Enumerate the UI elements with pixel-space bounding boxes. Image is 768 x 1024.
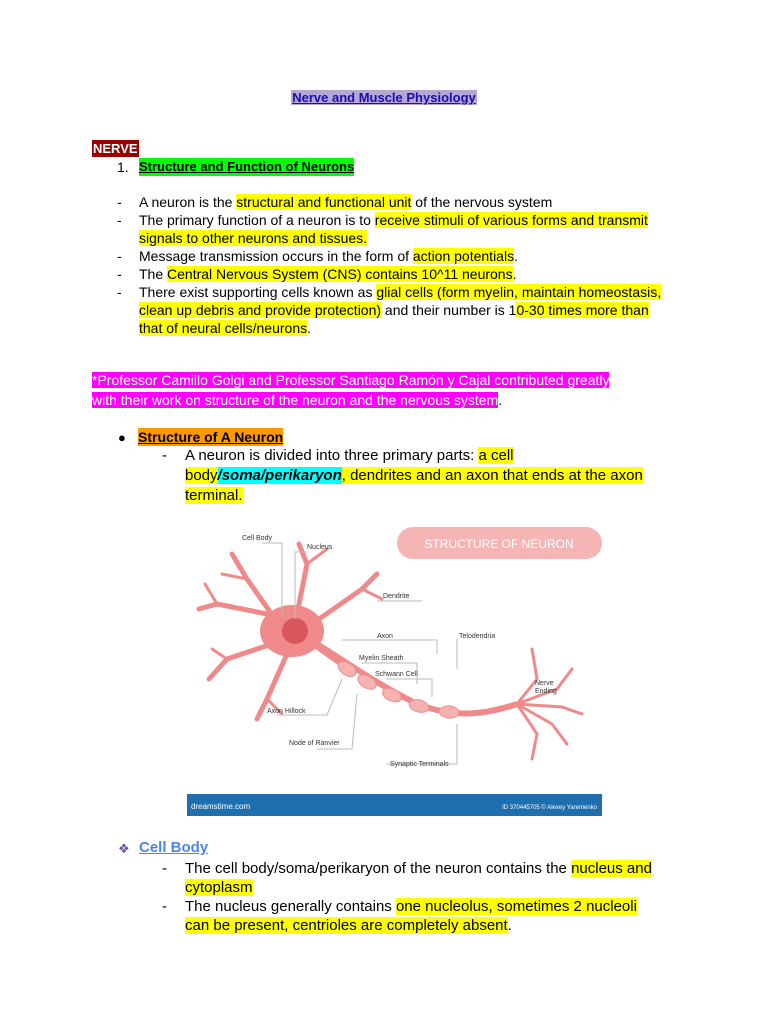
highlight: can be present, centrioles are completely absent (185, 917, 508, 934)
list-item-text: . (512, 266, 517, 282)
highlight: Central Nervous System (CNS) contains 10^11 neurons (167, 266, 513, 282)
highlight: one nucleolus, sometimes 2 nucleoli (395, 898, 637, 915)
highlight: terminal. (185, 487, 243, 504)
list-item-cont (185, 466, 643, 486)
page-title (0, 88, 768, 107)
label-node-of-ranvier: Node of Ranvier (289, 740, 340, 747)
highlight-cyan: /soma/perikaryon (217, 467, 342, 484)
list-item (185, 897, 637, 917)
list-bullet: - (162, 447, 167, 464)
list-bullet: - (117, 212, 122, 228)
list-item-cont (185, 486, 243, 506)
footer-brand: dreamstime.com (191, 802, 251, 811)
banner-text: STRUCTURE OF NEURON (424, 537, 574, 551)
list-item-text: The (139, 266, 168, 282)
note-line (92, 370, 609, 390)
label-myelin-sheath: Myelin Sheath (359, 655, 404, 662)
list-item-text: . (514, 248, 518, 264)
list-item (185, 446, 514, 466)
highlight: signals to other neurons and tissues. (139, 230, 368, 246)
highlight: , dendrites and an axon that ends at the axon (341, 467, 643, 484)
label-nucleus: Nucleus (307, 544, 333, 551)
highlight: receive stimuli of various forms and transmit (374, 212, 648, 228)
nucleus (282, 618, 308, 644)
note-text: with their work on structure of the neuron and the nervous system (92, 392, 499, 408)
list-item (139, 247, 518, 265)
neuron-diagram (187, 519, 602, 816)
page-title-text: Nerve and Muscle Physiology (292, 90, 476, 105)
note-line (92, 390, 502, 410)
diamond-bullet: ❖ (118, 841, 130, 856)
label-nerve-ending-2: Ending (535, 688, 557, 695)
list-item-text: There exist supporting cells known as (139, 284, 377, 300)
highlight: 0-30 times more than (516, 302, 649, 318)
label-axon: Axon (377, 633, 393, 640)
list-item-text: of the nervous system (411, 194, 553, 210)
highlight: body (185, 467, 218, 484)
cell-body-heading: Cell Body (139, 839, 209, 856)
label-synaptic-terminals: Synaptic Terminals (390, 761, 449, 768)
label-axon-hillock: Axon Hillock (267, 708, 306, 715)
list-item-cont (139, 319, 311, 337)
list-item (139, 283, 661, 301)
list-item (139, 265, 516, 283)
bullet-dot: ● (118, 430, 126, 445)
highlight: that of neural cells/neurons (139, 320, 308, 336)
list-bullet: - (117, 194, 122, 210)
list-item-cont (185, 878, 253, 898)
list-item-text: and their number is 1 (381, 302, 517, 318)
highlight: glial cells (form myelin, maintain homeostasis, (376, 284, 662, 300)
note-period: . (498, 392, 503, 408)
note-text: *Professor Camillo Golgi and Professor Santiago Ramón y Cajal contributed greatly (92, 372, 610, 388)
highlight: action potentials (412, 248, 515, 264)
highlight: nucleus and (571, 860, 652, 877)
label-nerve-ending-1: Nerve (535, 680, 554, 687)
list-item-text: . (507, 917, 512, 934)
highlight: structural and functional unit (236, 194, 412, 210)
list-item-text: The cell body/soma/perikaryon of the neuron contains the (185, 860, 572, 877)
label-schwann-cell: Schwann Cell (375, 671, 418, 678)
list-item (139, 193, 552, 211)
list-item-text: A neuron is the (139, 194, 237, 210)
list-bullet: - (117, 284, 122, 300)
list-item-text: Message transmission occurs in the form of (139, 248, 413, 264)
list-item (139, 211, 648, 229)
list-bullet: - (117, 248, 122, 264)
label-cell-body: Cell Body (242, 535, 272, 542)
list-item-text: The primary function of a neuron is to (139, 212, 375, 228)
list-item-text: The nucleus generally contains (185, 898, 396, 915)
label-dendrite: Dendrite (383, 593, 410, 600)
list-bullet: - (162, 860, 167, 877)
list-bullet: - (162, 898, 167, 915)
list-item-text: . (307, 320, 311, 336)
list-bullet: - (117, 266, 122, 282)
section-number: 1. (117, 159, 129, 175)
section-tag: NERVE (93, 141, 138, 156)
list-item-cont (185, 916, 512, 936)
label-telodendria: Telodendria (459, 633, 496, 640)
structure-heading: Structure of A Neuron (138, 429, 284, 445)
highlight: a cell (478, 447, 514, 464)
list-item-text: A neuron is divided into three primary parts: (185, 447, 479, 464)
footer-credit: ID 370445705 © Alexey Yaremenko (502, 805, 597, 811)
list-item (185, 859, 652, 879)
highlight: cytoplasm (185, 879, 253, 896)
highlight: clean up debris and provide protection) (139, 302, 382, 318)
list-item-cont (139, 301, 649, 319)
list-item-cont (139, 229, 367, 247)
section-heading: Structure and Function of Neurons (139, 159, 355, 174)
